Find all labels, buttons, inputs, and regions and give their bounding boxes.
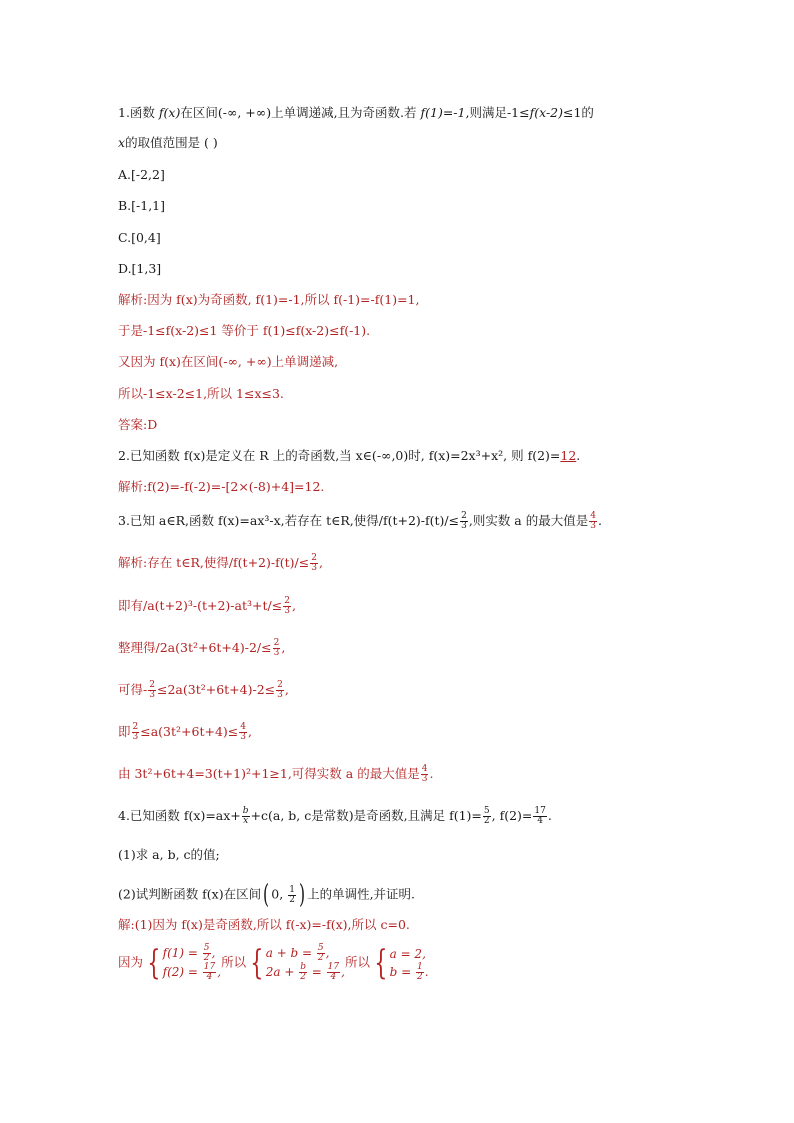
q3-analysis-1: 解析:存在 t∈R,使得/f(t+2)-f(t)/≤ $\frac{2}{3}$ , (118, 553, 323, 573)
q1-option-a: A.[-2,2] (118, 167, 165, 182)
q4-system-1: f(1) = $\frac{5}{2}$ , f(2) = $\frac{17}{4}$ , (162, 943, 222, 982)
q3-analysis-3: 整理得/2a(3t²+6t+4)-2/≤ $\frac{2}{3}$ , (118, 638, 286, 658)
q1-stem-a: 1.函数 (118, 105, 159, 120)
q1-x: x (118, 135, 126, 150)
q4-b-over-x: $\frac{b}{x}$ (242, 806, 249, 826)
q3-stem-frac: $\frac{2}{3}$ (461, 511, 467, 531)
q3-stem: 3.已知 a∈R,函数 f(x)=ax³-x,若存在 t∈R,使得/f(t+2)-f(t)/≤ $\frac{2}{3}$ ,则实数 a 的最大值是 $\frac{4}{3}$ . (118, 511, 602, 531)
q1-stem-line2 (118, 134, 218, 152)
q2-stem (118, 447, 580, 465)
q3-stem-b: ,则实数 a 的最大值是 (468, 513, 589, 528)
q1-analysis-1: 解析:因为 f(x)为奇函数, f(1)=-1,所以 f(-1)=-f(1)=1, (118, 292, 420, 307)
q1-option-c: C.[0,4] (118, 230, 161, 245)
q4-part2: (2)试判断函数 f(x)在区间( 0, $\frac{1}{2}$ ) 上的单调性,并证明. (118, 880, 416, 910)
q3-stem-a: 3.已知 a∈R,函数 f(x)=ax³-x,若存在 t∈R,使得/f(t+2)-f(t)/≤ (118, 513, 460, 528)
q1-analysis-2: 于是-1≤f(x-2)≤1 等价于 f(1)≤f(x-2)≤f(-1). (118, 323, 371, 338)
q2-stem-text: 2.已知函数 f(x)是定义在 R 上的奇函数,当 x∈(-∞,0)时, f(x)=2x³+x², 则 f(2)= (118, 448, 561, 463)
q1-stem-c: ,则满足-1≤ (465, 105, 530, 120)
q2-answer: 12 (560, 448, 577, 463)
q2-analysis: 解析:f(2)=-f(-2)=-[2×(-8)+4]=12. (118, 479, 325, 494)
q1-fx: f(x) (158, 105, 181, 120)
q4-solution-1: 解:(1)因为 f(x)是奇函数,所以 f(-x)=-f(x),所以 c=0. (118, 917, 410, 932)
q4-system-3: a = 2, b = $\frac{1}{2}$ . (389, 946, 429, 982)
q1-analysis-3: 又因为 f(x)在区间(-∞, +∞)上单调递减, (118, 354, 339, 369)
q1-f1: f(1)=-1 (420, 105, 466, 120)
q3-analysis-5: 即 $\frac{2}{3}$ ≤a(3t²+6t+4)≤ $\frac{4}{3}$ , (118, 722, 252, 742)
q1-stem-b: 在区间(-∞, +∞)上单调递减,且为奇函数.若 (180, 105, 421, 120)
q1-option-b: B.[-1,1] (118, 198, 166, 213)
q1-stem-line1 (118, 104, 594, 122)
q1-stem-d: ≤1的 (563, 105, 594, 120)
q1-answer: 答案:D (118, 417, 158, 432)
q1-fx2: f(x-2) (529, 105, 563, 120)
q4-part1: (1)求 a, b, c的值; (118, 847, 220, 862)
q4-stem: 4.已知函数 f(x)=ax+ $\frac{b}{x}$ +c(a, b, c是常数)是奇函数,且满足 f(1)= $\frac{5}{2}$ , f(2)= $\frac{17}{4}$ . (118, 806, 552, 826)
q3-answer-frac: $\frac{4}{3}$ (590, 511, 596, 531)
q1-analysis-4: 所以-1≤x-2≤1,所以 1≤x≤3. (118, 386, 284, 401)
q4-system-2: a + b = $\frac{5}{2}$ , 2a + $\frac{b}{2}$ = $\frac{17}{4}$ , (265, 943, 345, 982)
q3-analysis-4: 可得- $\frac{2}{3}$ ≤2a(3t²+6t+4)-2≤ $\frac{2}{3}$ , (118, 680, 289, 700)
q1-line2-text: 的取值范围是 ( ) (125, 135, 218, 150)
q3-analysis-2: 即有/a(t+2)³-(t+2)-at³+t/≤ $\frac{2}{3}$ , (118, 596, 296, 616)
q3-analysis-6: 由 3t²+6t+4=3(t+1)²+1≥1,可得实数 a 的最大值是 $\frac{4}{3}$ . (118, 764, 434, 784)
q2-stem-end: . (576, 448, 581, 463)
q1-option-d: D.[1,3] (118, 261, 162, 276)
q4-solution-2: 因为 { f(1) = $\frac{5}{2}$ , f(2) = $\frac{17}{4}$ , 所以 { a + b = $\frac{5}{2}$ , 2a + $\frac{b}{2}$ = $\frac{17}{4}$ , 所以 { a = 2, b = $\frac{1}{2}$ . (118, 943, 429, 983)
